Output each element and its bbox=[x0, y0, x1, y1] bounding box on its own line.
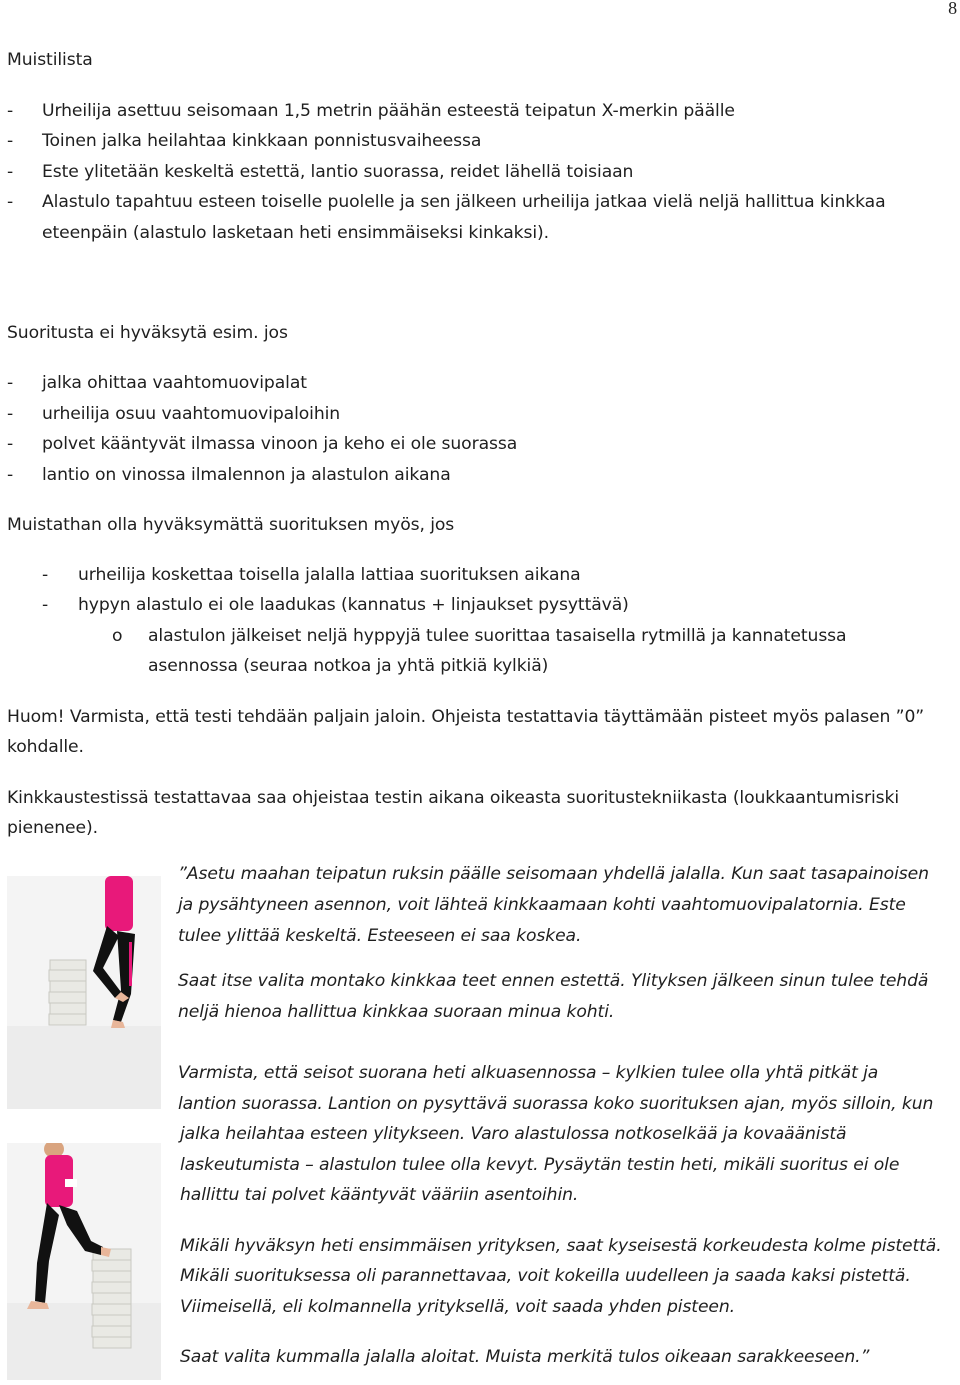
bullet-dash: - bbox=[7, 373, 14, 393]
instruction-p3-line-1: Varmista, että seisot suorana heti alkuasennossa – kylkien tulee olla yhtä pitkät ja bbox=[178, 1063, 879, 1083]
instruction-p2-line-1: Saat itse valita montako kinkkaa teet ennen estettä. Ylityksen jälkeen sinun tulee tehdä bbox=[178, 971, 929, 991]
remember-subitem-line-2: asennossa (seuraa notkoa ja yhtä pitkiä kylkiä) bbox=[148, 656, 549, 676]
memo-heading: Muistilista bbox=[7, 50, 93, 70]
instruction-p1-line-3: tulee ylittää keskeltä. Esteeseen ei saa koskea. bbox=[178, 926, 582, 946]
memo-item-2: Toinen jalka heilahtaa kinkkaan ponnistusvaiheessa bbox=[42, 131, 482, 151]
instruction-p3-line-5: hallittu tai polvet kääntyvät vääriin asentoihin. bbox=[180, 1185, 579, 1205]
remember-item-2: hypyn alastulo ei ole laadukas (kannatus + linjaukset pysyttävä) bbox=[78, 595, 629, 615]
reject-item-3: polvet kääntyvät ilmassa vinoon ja keho ei ole suorassa bbox=[42, 434, 518, 454]
instruction-p1-line-2: ja pysähtyneen asennon, voit lähteä kinkkaamaan kohti vaahtomuovipalatornia. Este bbox=[178, 895, 906, 915]
reject-heading: Suoritusta ei hyväksytä esim. jos bbox=[7, 323, 288, 343]
bullet-dash: - bbox=[7, 101, 14, 121]
athlete-photo-1 bbox=[7, 876, 161, 1109]
instruction-p4-line-1: Mikäli hyväksyn heti ensimmäisen yrityksen, saat kyseisestä korkeudesta kolme pistettä. bbox=[180, 1236, 942, 1256]
remember-subitem-line-1: alastulon jälkeiset neljä hyppyjä tulee suorittaa tasaisella rytmillä ja kannatetussa bbox=[148, 626, 847, 646]
reject-item-2: urheilija osuu vaahtomuovipaloihin bbox=[42, 404, 341, 424]
bullet-dash: - bbox=[7, 192, 14, 212]
instruction-p2-line-2: neljä hienoa hallittua kinkkaa suoraan minua kohti. bbox=[178, 1002, 615, 1022]
remember-heading: Muistathan olla hyväksymättä suorituksen myös, jos bbox=[7, 515, 455, 535]
memo-item-4-continued: eteenpäin (alastulo lasketaan heti ensimmäiseksi kinkaksi). bbox=[42, 223, 550, 243]
instruction-p3-line-3: jalka heilahtaa esteen ylitykseen. Varo alastulossa notkoselkää ja kovaäänistä bbox=[180, 1124, 847, 1144]
bullet-dash: - bbox=[7, 162, 14, 182]
bullet-dash: - bbox=[7, 131, 14, 151]
reject-item-4: lantio on vinossa ilmalennon ja alastulon aikana bbox=[42, 465, 451, 485]
bullet-dash: - bbox=[7, 434, 14, 454]
bullet-dash: - bbox=[7, 404, 14, 424]
guidance-line-1: Kinkkaustestissä testattavaa saa ohjeistaa testin aikana oikeasta suoritustekniikasta (loukkaantumisriski bbox=[7, 788, 900, 808]
bullet-dash: - bbox=[7, 465, 14, 485]
memo-item-3: Este ylitetään keskeltä estettä, lantio suorassa, reidet lähellä toisiaan bbox=[42, 162, 634, 182]
foam-blocks bbox=[49, 960, 86, 1025]
foam-blocks bbox=[92, 1249, 131, 1348]
instruction-p3-line-2: lantion suorassa. Lantion on pysyttävä suorassa koko suorituksen ajan, myös silloin, kun bbox=[178, 1094, 934, 1114]
reject-item-1: jalka ohittaa vaahtomuovipalat bbox=[42, 373, 307, 393]
instruction-p1-line-1: ”Asetu maahan teipatun ruksin päälle seisomaan yhdellä jalalla. Kun saat tasapainoisen bbox=[178, 864, 929, 884]
page-number: 8 bbox=[948, 0, 957, 18]
instruction-p3-line-4: laskeutumista – alastulon tulee olla kevyt. Pysäytän testin heti, mikäli suoritus ei ole bbox=[180, 1155, 900, 1175]
instruction-p5-line-1: Saat valita kummalla jalalla aloitat. Muista merkitä tulos oikeaan sarakkeeseen.” bbox=[180, 1347, 870, 1367]
memo-item-4: Alastulo tapahtuu esteen toiselle puolelle ja sen jälkeen urheilija jatkaa vielä neljä hallittua kinkkaa bbox=[42, 192, 886, 212]
sub-bullet: o bbox=[112, 626, 123, 646]
remember-item-1: urheilija koskettaa toisella jalalla lattiaa suorituksen aikana bbox=[78, 565, 581, 585]
instruction-p4-line-2: Mikäli suorituksessa oli parannettavaa, voit kokeilla uudelleen ja saada kaksi pistettä. bbox=[180, 1266, 911, 1286]
memo-item-1: Urheilija asettuu seisomaan 1,5 metrin päähän esteestä teipatun X-merkin päälle bbox=[42, 101, 735, 121]
athlete-photo-2 bbox=[7, 1143, 161, 1380]
instruction-p4-line-3: Viimeisellä, eli kolmannella yrityksellä, voit saada yhden pisteen. bbox=[180, 1297, 736, 1317]
note-line-1: Huom! Varmista, että testi tehdään paljain jaloin. Ohjeista testattavia täyttämään pisteet myös palasen ”0” bbox=[7, 707, 925, 727]
bullet-dash: - bbox=[42, 565, 49, 585]
note-line-2: kohdalle. bbox=[7, 737, 84, 757]
bullet-dash: - bbox=[42, 595, 49, 615]
guidance-line-2: pienenee). bbox=[7, 818, 98, 838]
